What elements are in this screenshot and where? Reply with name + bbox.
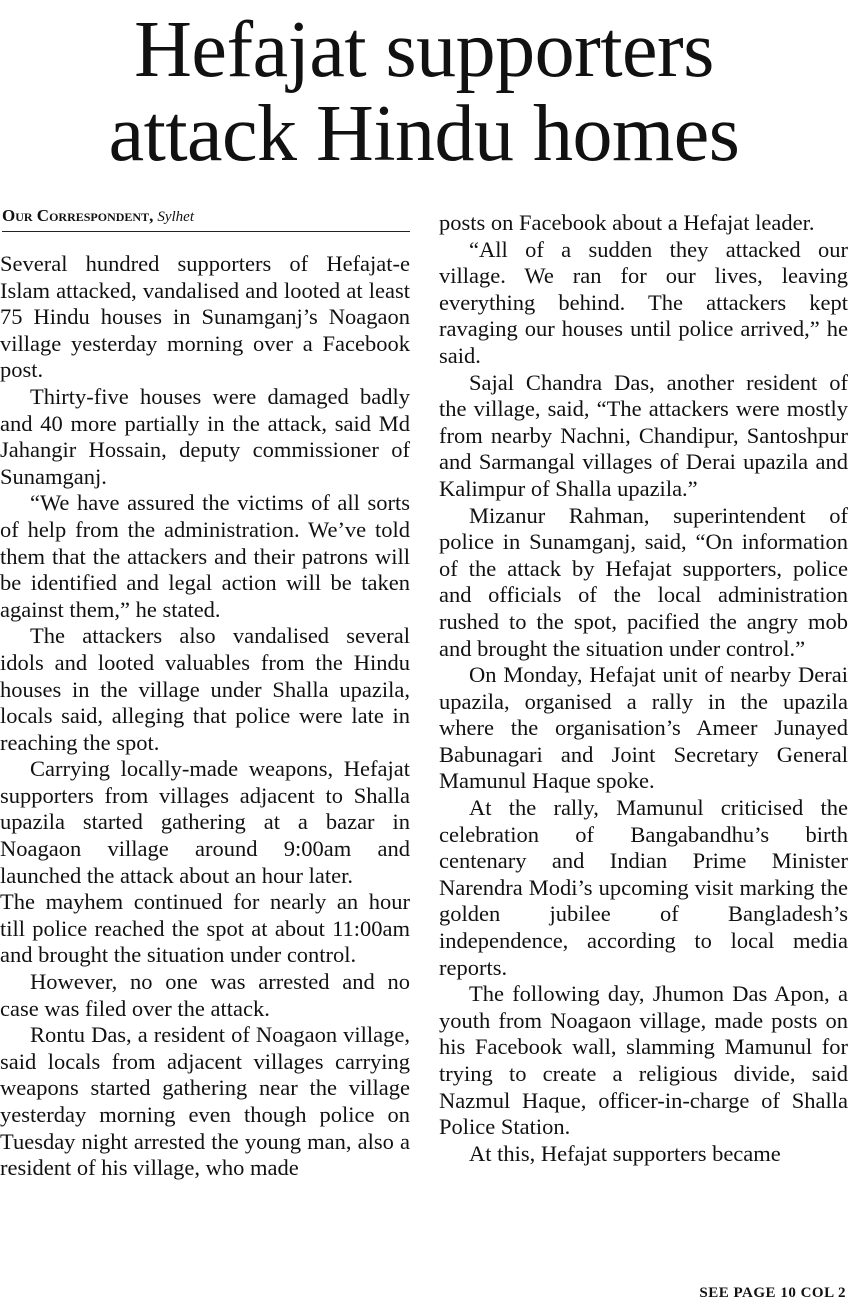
headline (0, 8, 848, 176)
byline-name: Our Correspondent, (2, 206, 154, 225)
byline-location: Sylhet (157, 209, 195, 225)
continued-jump-line: SEE PAGE 10 COL 2 (699, 1285, 846, 1301)
article-column-1 (0, 251, 410, 1182)
paragraph: At the rally, Mamunul criticised the celebration of Bangabandhu’s birth centenary and Indian Prime Minister Narendra Modi’s upcoming visit marking the golden jubilee of Bangladesh’s independence, according to local media reports. (439, 795, 848, 980)
paragraph: Carrying locally-made weapons, Hefajat supporters from villages adjacent to Shalla upazila started gathering at a bazar in Noagaon village around 9:00am and launched the attack about an hour later. (0, 756, 410, 888)
paragraph: The following day, Jhumon Das Apon, a youth from Noagaon village, made posts on his Facebook wall, slamming Mamunul for trying to create a religious divide, said Nazmul Haque, officer-in-charge of Shalla Police Station. (439, 981, 848, 1140)
paragraph: The attackers also vandalised several idols and looted valuables from the Hindu houses in the village under Shalla upazila, locals said, alleging that police were late in reaching the spot. (0, 623, 410, 755)
paragraph: posts on Facebook about a Hefajat leader. (439, 210, 815, 235)
byline (2, 206, 410, 232)
paragraph: Rontu Das, a resident of Noagaon village, said locals from adjacent villages carrying weapons started gathering near the village yesterday morning even though police on Tuesday night arrested the young man, also a resident of his village, who made (0, 1022, 410, 1181)
paragraph: At this, Hefajat supporters became (469, 1140, 781, 1166)
paragraph: Sajal Chandra Das, another resident of the village, said, “The attackers were mostly from nearby Nachni, Chandipur, Santoshpur and Sarmangal villages of Derai upazila and Kalimpur of Shalla upazila.” (439, 369, 848, 501)
paragraph: Several hundred supporters of Hefajat-e Islam attacked, vandalised and looted at least 75 Hindu houses in Sunamganj’s Noagaon village yesterday morning over a Facebook post. (0, 251, 410, 383)
headline-line-2: attack Hindu homes (108, 90, 740, 178)
article-column-2 (439, 210, 848, 1167)
paragraph: The mayhem continued for nearly an hour till police reached the spot at about 11:00am and brought the situation under control. (0, 889, 410, 968)
paragraph: “We have assured the victims of all sorts of help from the administration. We’ve told them that the attackers and their patrons will be identified and legal action will be taken against them,” he stated. (0, 490, 410, 622)
paragraph: “All of a sudden they attacked our village. We ran for our lives, leaving everything behind. The attackers kept ravaging our houses until police arrived,” he said. (439, 236, 848, 368)
paragraph: On Monday, Hefajat unit of nearby Derai upazila, organised a rally in the upazila where the organisation’s Ameer Junayed Babunagari and Joint Secretary General Mamunul Haque spoke. (439, 662, 848, 794)
paragraph: Thirty-five houses were damaged badly and 40 more partially in the attack, said Md Jahangir Hossain, deputy commissioner of Sunamganj. (0, 383, 410, 489)
paragraph: Mizanur Rahman, superintendent of police in Sunamganj, said, “On information of the attack by Hefajat supporters, police and officials of the local administration rushed to the spot, pacified the angry mob and brought the situation under control.” (439, 502, 848, 661)
paragraph: However, no one was arrested and no case was filed over the attack. (0, 969, 410, 1021)
headline-line-1: Hefajat supporters (134, 6, 714, 94)
